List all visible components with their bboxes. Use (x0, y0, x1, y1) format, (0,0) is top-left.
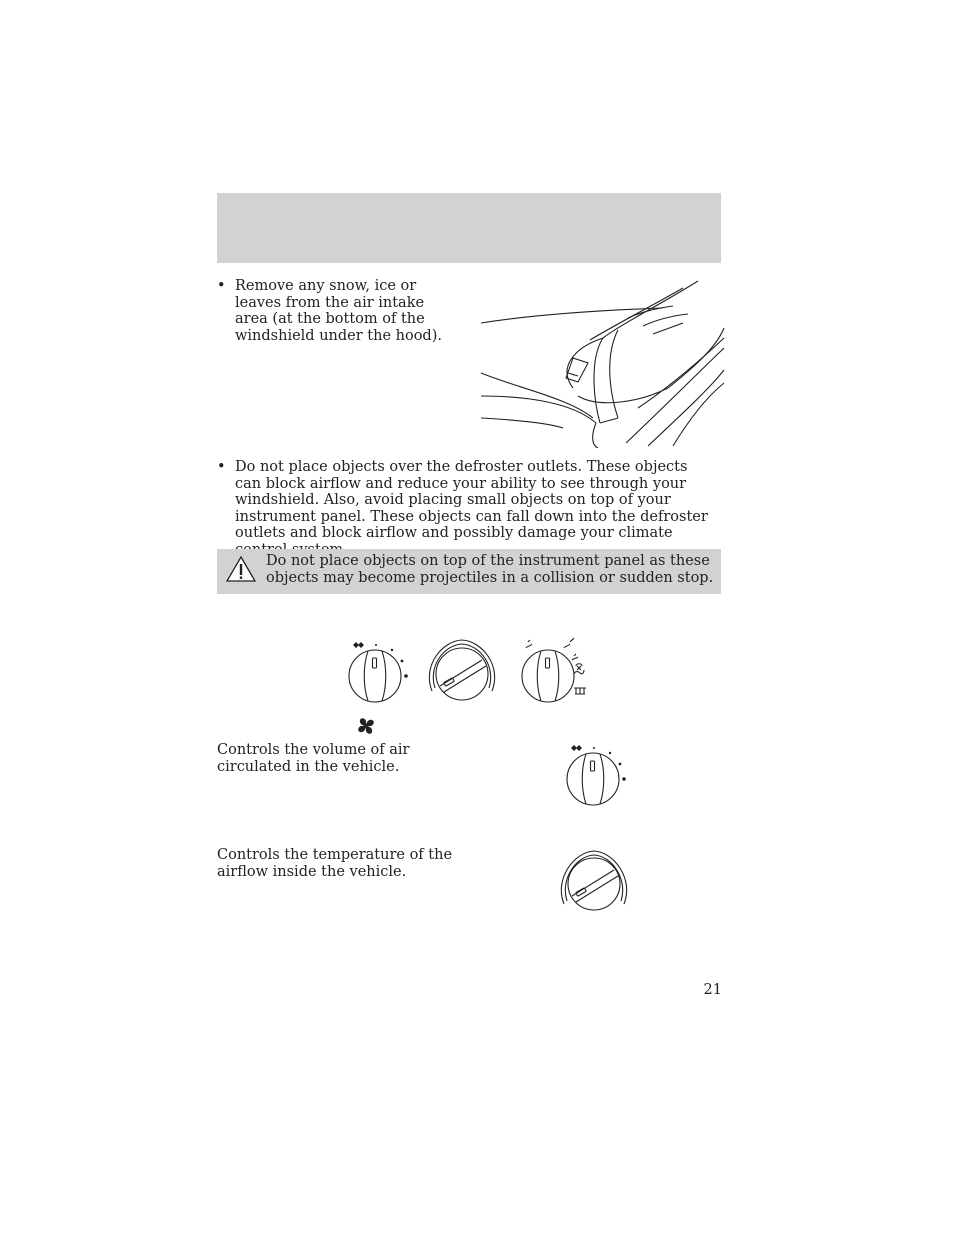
page-number: 21 (703, 982, 722, 998)
warning-text: Do not place objects on top of the instrument panel as these objects may become projectiles in a collision or sudden stop. (266, 553, 714, 586)
header-band (217, 193, 721, 263)
bullet-marker: • (217, 278, 226, 294)
bullet-air-intake (217, 278, 457, 344)
bullet-marker: • (217, 459, 226, 475)
fan-icon (356, 716, 376, 736)
fan-speed-knob-illustration (340, 636, 412, 706)
fan-speed-knob-detail (558, 742, 630, 812)
warning-triangle-icon (225, 555, 257, 583)
fan-description: Controls the volume of air circulated in the vehicle. (217, 742, 410, 775)
bullet-text: Remove any snow, ice or leaves from the air intake area (at the bottom of the windshield under the hood). (235, 278, 442, 344)
temperature-knob-detail (556, 846, 632, 916)
temperature-description: Controls the temperature of the airflow inside the vehicle. (217, 847, 453, 880)
temperature-knob-illustration (424, 636, 500, 706)
bullet-defroster-outlets (217, 459, 717, 558)
windshield-hood-illustration (478, 278, 726, 448)
bullet-text: Do not place objects over the defroster outlets. These objects can block airflow and reduce your ability to see through your windshield. Also, avoid placing small objects on top of your instrument panel. These objects can fall down into the defroster outlets and block airflow and possibly damage your climate (235, 459, 708, 541)
warning-box (217, 549, 721, 594)
mode-knob-illustration (514, 636, 594, 706)
